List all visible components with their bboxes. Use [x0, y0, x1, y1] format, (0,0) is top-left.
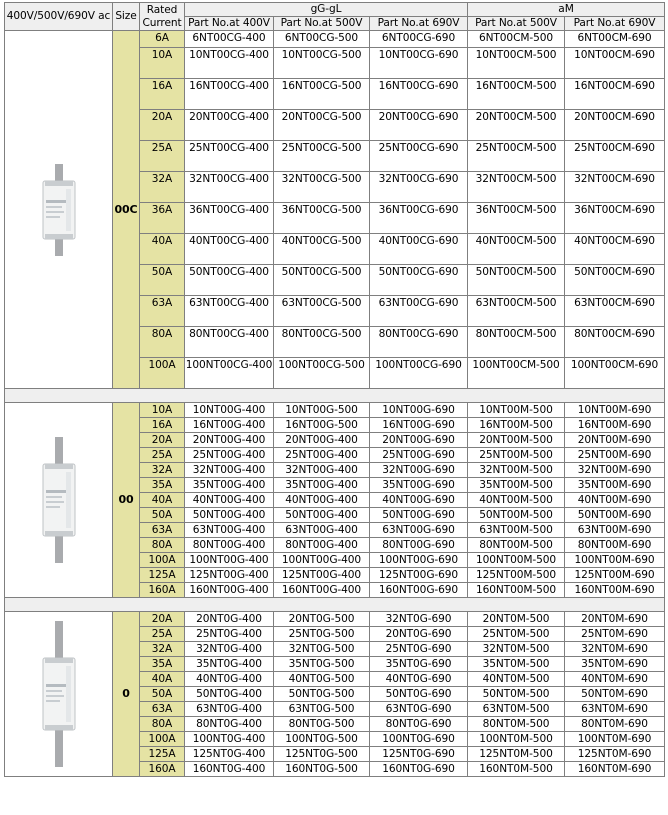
part-number-am-690: 63NT0M-690: [565, 702, 665, 717]
size-cell: 0: [113, 612, 140, 777]
part-number-gg-400: 63NT00G-400: [185, 523, 274, 538]
rated-current-cell: 80A: [140, 717, 185, 732]
part-number-gg-500: 80NT00G-400: [274, 538, 370, 553]
part-number-gg-690: 63NT0G-690: [370, 702, 468, 717]
table-body: [5, 31, 665, 777]
voltage-header: 400V/500V/690V ac: [5, 3, 113, 31]
part-number-am-500: 50NT00M-500: [468, 508, 565, 523]
part-number-am-500: 35NT00M-500: [468, 478, 565, 493]
part-number-gg-500: 35NT00G-400: [274, 478, 370, 493]
part-number-am-690: 25NT0M-690: [565, 627, 665, 642]
part-number-gg-500: 63NT0G-500: [274, 702, 370, 717]
part-number-gg-400: 16NT00CG-400: [185, 79, 274, 110]
part-number-am-690: 100NT0M-690: [565, 732, 665, 747]
rated-current-cell: 32A: [140, 172, 185, 203]
part-number-gg-400: 20NT0G-400: [185, 612, 274, 627]
size-header: Size: [113, 3, 140, 31]
part-number-am-500: 35NT0M-500: [468, 657, 565, 672]
part-number-gg-500: 32NT0G-500: [274, 642, 370, 657]
part-number-am-690: 35NT00M-690: [565, 478, 665, 493]
part-number-gg-690: 10NT00CG-690: [370, 48, 468, 79]
part-number-gg-400: 35NT0G-400: [185, 657, 274, 672]
rated-current-cell: 25A: [140, 141, 185, 172]
part-number-am-500: 36NT00CM-500: [468, 203, 565, 234]
part-number-gg-690: 10NT00G-690: [370, 403, 468, 418]
nt00c-fuse-image: [5, 31, 113, 389]
part-number-am-690: 16NT00M-690: [565, 418, 665, 433]
part-number-gg-690: 160NT00G-690: [370, 583, 468, 598]
part-number-am-690: 32NT0M-690: [565, 642, 665, 657]
part-number-gg-500: 20NT0G-500: [274, 612, 370, 627]
part-number-gg-690: 20NT00CG-690: [370, 110, 468, 141]
part-number-gg-690: 25NT00G-690: [370, 448, 468, 463]
rated-current-cell: 10A: [140, 403, 185, 418]
part-number-am-500: 32NT0M-500: [468, 642, 565, 657]
header-row-top: [5, 3, 665, 17]
table-row: [5, 31, 665, 48]
part-number-gg-500: 20NT00G-400: [274, 433, 370, 448]
part-number-gg-500: 63NT00CG-500: [274, 296, 370, 327]
part-number-gg-500: 40NT00CG-500: [274, 234, 370, 265]
part-number-gg-400: 50NT0G-400: [185, 687, 274, 702]
part-number-gg-690: 160NT0G-690: [370, 762, 468, 777]
part-number-gg-690: 50NT00CG-690: [370, 265, 468, 296]
part-number-gg-500: 80NT00CG-500: [274, 327, 370, 358]
part-number-gg-400: 100NT00CG-400: [185, 358, 274, 389]
part-number-gg-690: 36NT00CG-690: [370, 203, 468, 234]
rated-current-cell: 40A: [140, 672, 185, 687]
part-number-am-690: 160NT0M-690: [565, 762, 665, 777]
part-number-am-690: 50NT00M-690: [565, 508, 665, 523]
part-number-gg-690: 125NT00G-690: [370, 568, 468, 583]
part-number-am-690: 10NT00CM-690: [565, 48, 665, 79]
part-number-gg-500: 25NT00CG-500: [274, 141, 370, 172]
part-number-am-690: 63NT00M-690: [565, 523, 665, 538]
part-number-am-690: 20NT00M-690: [565, 433, 665, 448]
rated-current-cell: 100A: [140, 732, 185, 747]
part-number-am-690: 32NT00CM-690: [565, 172, 665, 203]
section-separator: [5, 598, 665, 612]
part-number-am-500: 6NT00CM-500: [468, 31, 565, 48]
part-number-gg-500: 50NT00CG-500: [274, 265, 370, 296]
part-number-am-690: 10NT00M-690: [565, 403, 665, 418]
part-number-am-690: 100NT00CM-690: [565, 358, 665, 389]
part-number-gg-690: 25NT0G-690: [370, 642, 468, 657]
rated-current-cell: 63A: [140, 523, 185, 538]
part-number-gg-500: 50NT00G-400: [274, 508, 370, 523]
part-number-am-500: 50NT00CM-500: [468, 265, 565, 296]
part-number-am-500: 100NT00M-500: [468, 553, 565, 568]
part-number-gg-400: 80NT0G-400: [185, 717, 274, 732]
part-number-gg-400: 125NT00G-400: [185, 568, 274, 583]
part-number-gg-400: 160NT00G-400: [185, 583, 274, 598]
part-number-am-690: 80NT00M-690: [565, 538, 665, 553]
part-number-am-690: 25NT00CM-690: [565, 141, 665, 172]
part-number-am-690: 6NT00CM-690: [565, 31, 665, 48]
table-row: [5, 612, 665, 627]
part-number-am-690: 160NT00M-690: [565, 583, 665, 598]
rated-current-cell: 20A: [140, 612, 185, 627]
part-number-gg-690: 16NT00G-690: [370, 418, 468, 433]
part-number-am-690: 32NT00M-690: [565, 463, 665, 478]
part-number-gg-690: 25NT00CG-690: [370, 141, 468, 172]
part-number-gg-690: 80NT00G-690: [370, 538, 468, 553]
part-number-am-500: 20NT00M-500: [468, 433, 565, 448]
rated-current-cell: 20A: [140, 110, 185, 141]
rated-current-cell: 50A: [140, 508, 185, 523]
rated-current-cell: 63A: [140, 702, 185, 717]
part-number-gg-500: 40NT0G-500: [274, 672, 370, 687]
col-header-gg-690: Part No.at 690V: [370, 17, 468, 31]
part-number-gg-500: 25NT0G-500: [274, 627, 370, 642]
part-number-gg-500: 100NT0G-500: [274, 732, 370, 747]
am-header: aM: [468, 3, 665, 17]
rated-current-cell: 160A: [140, 762, 185, 777]
part-number-am-500: 25NT00CM-500: [468, 141, 565, 172]
part-number-am-690: 80NT0M-690: [565, 717, 665, 732]
part-number-am-690: 16NT00CM-690: [565, 79, 665, 110]
rated-current-cell: 63A: [140, 296, 185, 327]
part-number-am-690: 63NT00CM-690: [565, 296, 665, 327]
gggl-header: gG-gL: [185, 3, 468, 17]
part-number-am-500: 40NT00CM-500: [468, 234, 565, 265]
part-number-gg-500: 36NT00CG-500: [274, 203, 370, 234]
part-number-gg-690: 63NT00G-690: [370, 523, 468, 538]
part-number-gg-690: 32NT0G-690: [370, 612, 468, 627]
table-row: [5, 403, 665, 418]
part-number-am-690: 50NT00CM-690: [565, 265, 665, 296]
part-number-gg-400: 32NT00CG-400: [185, 172, 274, 203]
part-number-gg-400: 40NT00CG-400: [185, 234, 274, 265]
part-number-am-690: 80NT00CM-690: [565, 327, 665, 358]
part-number-am-690: 125NT00M-690: [565, 568, 665, 583]
part-number-am-500: 10NT00CM-500: [468, 48, 565, 79]
col-header-gg-500: Part No.at 500V: [274, 17, 370, 31]
part-number-gg-400: 25NT00CG-400: [185, 141, 274, 172]
part-number-gg-500: 6NT00CG-500: [274, 31, 370, 48]
part-number-am-690: 40NT0M-690: [565, 672, 665, 687]
part-number-gg-690: 80NT0G-690: [370, 717, 468, 732]
rated-current-cell: 16A: [140, 79, 185, 110]
part-number-gg-690: 40NT0G-690: [370, 672, 468, 687]
part-number-gg-690: 100NT00CG-690: [370, 358, 468, 389]
rated-current-cell: 10A: [140, 48, 185, 79]
part-number-gg-500: 125NT00G-400: [274, 568, 370, 583]
part-number-gg-500: 160NT0G-500: [274, 762, 370, 777]
part-number-gg-400: 10NT00G-400: [185, 403, 274, 418]
part-number-gg-690: 63NT00CG-690: [370, 296, 468, 327]
part-number-am-690: 50NT0M-690: [565, 687, 665, 702]
part-number-gg-690: 20NT00G-690: [370, 433, 468, 448]
part-number-gg-400: 40NT00G-400: [185, 493, 274, 508]
part-number-gg-690: 80NT00CG-690: [370, 327, 468, 358]
part-number-gg-500: 63NT00G-400: [274, 523, 370, 538]
part-number-gg-500: 10NT00G-500: [274, 403, 370, 418]
part-number-gg-500: 50NT0G-500: [274, 687, 370, 702]
part-number-gg-690: 16NT00CG-690: [370, 79, 468, 110]
part-number-gg-400: 10NT00CG-400: [185, 48, 274, 79]
part-number-gg-500: 16NT00G-500: [274, 418, 370, 433]
part-number-am-690: 40NT00CM-690: [565, 234, 665, 265]
part-number-gg-400: 100NT0G-400: [185, 732, 274, 747]
rated-current-cell: 36A: [140, 203, 185, 234]
part-number-gg-400: 32NT00G-400: [185, 463, 274, 478]
part-number-gg-400: 25NT0G-400: [185, 627, 274, 642]
part-number-gg-400: 80NT00G-400: [185, 538, 274, 553]
part-number-am-690: 20NT0M-690: [565, 612, 665, 627]
part-number-gg-400: 80NT00CG-400: [185, 327, 274, 358]
part-number-am-500: 63NT00CM-500: [468, 296, 565, 327]
part-number-gg-500: 25NT00G-400: [274, 448, 370, 463]
part-number-gg-690: 50NT0G-690: [370, 687, 468, 702]
part-number-gg-500: 10NT00CG-500: [274, 48, 370, 79]
part-number-am-500: 10NT00M-500: [468, 403, 565, 418]
section-separator: [5, 389, 665, 403]
part-number-am-500: 80NT0M-500: [468, 717, 565, 732]
part-number-am-500: 160NT0M-500: [468, 762, 565, 777]
nt0-fuse-image: [5, 612, 113, 777]
part-number-gg-400: 25NT00G-400: [185, 448, 274, 463]
part-number-gg-400: 40NT0G-400: [185, 672, 274, 687]
part-number-am-500: 32NT00CM-500: [468, 172, 565, 203]
separator-cell: [5, 389, 665, 403]
part-number-gg-690: 6NT00CG-690: [370, 31, 468, 48]
rated-current-cell: 100A: [140, 553, 185, 568]
size-cell: 00: [113, 403, 140, 598]
part-number-gg-500: 40NT00G-400: [274, 493, 370, 508]
col-header-am-500: Part No.at 500V: [468, 17, 565, 31]
part-number-gg-400: 63NT0G-400: [185, 702, 274, 717]
rated-current-cell: 80A: [140, 538, 185, 553]
col-header-am-690: Part No.at 690V: [565, 17, 665, 31]
part-number-gg-690: 100NT0G-690: [370, 732, 468, 747]
part-number-am-500: 32NT00M-500: [468, 463, 565, 478]
fuse-part-number-table: [4, 2, 665, 777]
rated-current-cell: 25A: [140, 448, 185, 463]
part-number-gg-500: 16NT00CG-500: [274, 79, 370, 110]
part-number-am-500: 16NT00M-500: [468, 418, 565, 433]
part-number-am-690: 25NT00M-690: [565, 448, 665, 463]
part-number-am-690: 100NT00M-690: [565, 553, 665, 568]
rated-current-cell: 80A: [140, 327, 185, 358]
part-number-am-690: 20NT00CM-690: [565, 110, 665, 141]
rated-current-cell: 125A: [140, 747, 185, 762]
separator-cell: [5, 598, 665, 612]
part-number-am-500: 25NT0M-500: [468, 627, 565, 642]
part-number-gg-500: 20NT00CG-500: [274, 110, 370, 141]
rated-current-cell: 32A: [140, 642, 185, 657]
part-number-am-500: 63NT00M-500: [468, 523, 565, 538]
part-number-gg-400: 16NT00G-400: [185, 418, 274, 433]
part-number-am-500: 40NT0M-500: [468, 672, 565, 687]
part-number-am-500: 40NT00M-500: [468, 493, 565, 508]
part-number-am-500: 160NT00M-500: [468, 583, 565, 598]
part-number-am-500: 63NT0M-500: [468, 702, 565, 717]
part-number-gg-500: 100NT00G-400: [274, 553, 370, 568]
part-number-gg-500: 32NT00CG-500: [274, 172, 370, 203]
part-number-gg-400: 50NT00CG-400: [185, 265, 274, 296]
part-number-am-500: 100NT0M-500: [468, 732, 565, 747]
nt00-fuse-image: [5, 403, 113, 598]
part-number-am-500: 50NT0M-500: [468, 687, 565, 702]
rated-current-cell: 50A: [140, 265, 185, 296]
rated-current-cell: 40A: [140, 234, 185, 265]
part-number-gg-400: 35NT00G-400: [185, 478, 274, 493]
part-number-gg-500: 160NT00G-400: [274, 583, 370, 598]
rated-current-cell: 25A: [140, 627, 185, 642]
rated-current-cell: 35A: [140, 657, 185, 672]
part-number-gg-690: 40NT00CG-690: [370, 234, 468, 265]
part-number-gg-400: 6NT00CG-400: [185, 31, 274, 48]
part-number-am-500: 125NT0M-500: [468, 747, 565, 762]
rated-current-cell: 160A: [140, 583, 185, 598]
part-number-gg-690: 32NT00CG-690: [370, 172, 468, 203]
part-number-gg-400: 32NT0G-400: [185, 642, 274, 657]
part-number-am-500: 80NT00M-500: [468, 538, 565, 553]
part-number-am-500: 125NT00M-500: [468, 568, 565, 583]
part-number-am-500: 16NT00CM-500: [468, 79, 565, 110]
rated-current-cell: 40A: [140, 493, 185, 508]
part-number-am-690: 35NT0M-690: [565, 657, 665, 672]
part-number-gg-690: 20NT0G-690: [370, 627, 468, 642]
part-number-gg-690: 35NT00G-690: [370, 478, 468, 493]
part-number-gg-400: 125NT0G-400: [185, 747, 274, 762]
part-number-am-500: 20NT00CM-500: [468, 110, 565, 141]
part-number-gg-400: 20NT00CG-400: [185, 110, 274, 141]
rated-current-cell: 100A: [140, 358, 185, 389]
rated-current-header: Rated Current: [140, 3, 185, 31]
size-cell: 00C: [113, 31, 140, 389]
part-number-gg-500: 80NT0G-500: [274, 717, 370, 732]
part-number-gg-500: 125NT0G-500: [274, 747, 370, 762]
part-number-gg-690: 32NT00G-690: [370, 463, 468, 478]
rated-current-cell: 125A: [140, 568, 185, 583]
rated-current-cell: 6A: [140, 31, 185, 48]
rated-current-cell: 35A: [140, 478, 185, 493]
part-number-am-500: 20NT0M-500: [468, 612, 565, 627]
part-number-gg-400: 36NT00CG-400: [185, 203, 274, 234]
part-number-gg-400: 160NT0G-400: [185, 762, 274, 777]
rated-current-cell: 16A: [140, 418, 185, 433]
col-header-gg-400: Part No.at 400V: [185, 17, 274, 31]
part-number-gg-500: 100NT00CG-500: [274, 358, 370, 389]
part-number-am-500: 80NT00CM-500: [468, 327, 565, 358]
part-number-gg-400: 63NT00CG-400: [185, 296, 274, 327]
part-number-gg-500: 35NT0G-500: [274, 657, 370, 672]
rated-current-cell: 50A: [140, 687, 185, 702]
part-number-gg-400: 100NT00G-400: [185, 553, 274, 568]
part-number-gg-690: 40NT00G-690: [370, 493, 468, 508]
rated-current-cell: 32A: [140, 463, 185, 478]
part-number-gg-500: 32NT00G-400: [274, 463, 370, 478]
part-number-am-500: 100NT00CM-500: [468, 358, 565, 389]
part-number-am-690: 40NT00M-690: [565, 493, 665, 508]
part-number-am-500: 25NT00M-500: [468, 448, 565, 463]
part-number-gg-690: 100NT00G-690: [370, 553, 468, 568]
part-number-am-690: 36NT00CM-690: [565, 203, 665, 234]
part-number-gg-400: 50NT00G-400: [185, 508, 274, 523]
part-number-am-690: 125NT0M-690: [565, 747, 665, 762]
rated-current-cell: 20A: [140, 433, 185, 448]
part-number-gg-400: 20NT00G-400: [185, 433, 274, 448]
part-number-gg-690: 35NT0G-690: [370, 657, 468, 672]
part-number-gg-690: 125NT0G-690: [370, 747, 468, 762]
part-number-gg-690: 50NT00G-690: [370, 508, 468, 523]
